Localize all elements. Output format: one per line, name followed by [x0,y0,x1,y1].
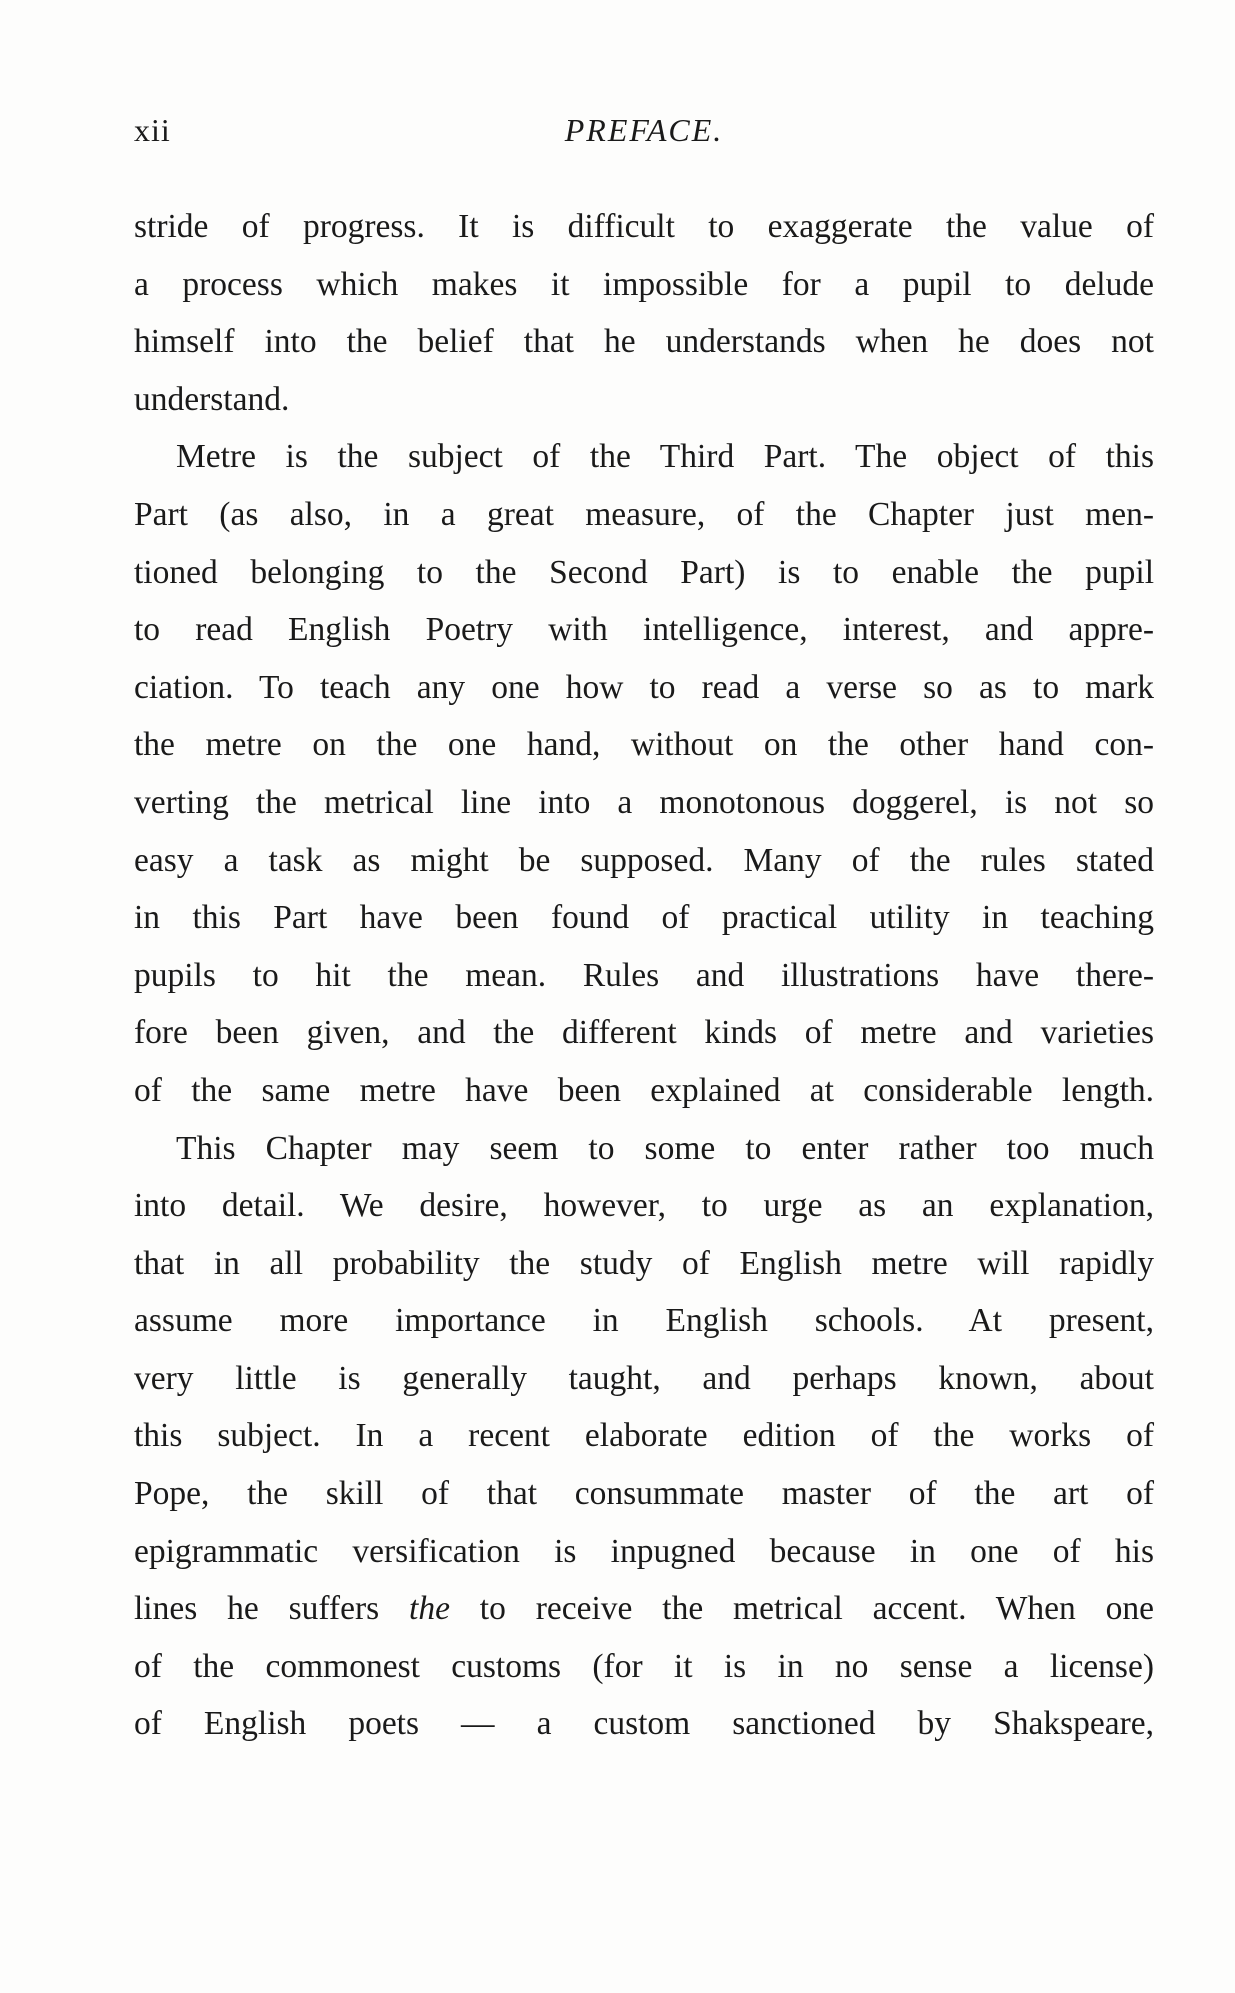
text-line: verting the metrical line into a monotonous doggerel, is not so [134,783,1154,821]
body-text [134,198,1154,1753]
page-number: xii [134,112,171,148]
text-segment: lines he suffers [134,1590,410,1628]
text-line: that in all probability the study of English metre will rapidly [134,1244,1154,1282]
text-line-with-italic [134,1580,1154,1638]
text-line: stride of progress. It is difficult to exaggerate the value of [134,208,1154,245]
text-line: tioned belonging to the Second Part) is to enable the pupil [134,553,1154,591]
text-line: to read English Poetry with intelligence, interest, and appre- [134,611,1154,649]
text-line: of the commonest customs (for it is in no sense a license) [134,1647,1154,1685]
text-segment: to receive the metrical accent. When one [449,1590,1154,1628]
text-line: himself into the belief that he understands when he does not [134,323,1154,361]
text-line: this subject. In a recent elaborate edition of the works of [134,1417,1154,1455]
text-line: pupils to hit the mean. Rules and illustrations have there- [134,956,1154,994]
text-line: into detail. We desire, however, to urge as an explanation, [134,1187,1154,1225]
text-line: of English poets — a custom sanctioned by Shakspeare, [134,1705,1154,1743]
text-line: Pope, the skill of that consummate master of the art of [134,1475,1154,1513]
text-line: This Chapter may seem to some to enter rather too much [176,1129,1154,1167]
text-line: assume more importance in English schools. At present, [134,1302,1154,1340]
paragraph-1 [134,198,1154,428]
italic-word: the [409,1590,450,1628]
page-header [134,112,1154,160]
text-line: very little is generally taught, and perhaps known, about [134,1359,1154,1397]
text-line: epigrammatic versification is inpugned because in one of his [134,1532,1154,1570]
text-line: the metre on the one hand, without on the other hand con- [134,726,1154,764]
text-line: Part (as also, in a great measure, of the Chapter just men- [134,495,1154,533]
running-title: PREFACE. [564,112,724,148]
text-line: Metre is the subject of the Third Part. The object of this [176,438,1154,476]
text-line: in this Part have been found of practical utility in teaching [134,899,1154,937]
paragraph-2 [134,428,1154,1119]
paragraph-3 [134,1120,1154,1754]
text-line: of the same metre have been explained at considerable length. [134,1071,1154,1109]
text-line: understand. [134,380,290,418]
text-line: easy a task as might be supposed. Many of the rules stated [134,841,1154,879]
text-line: ciation. To teach any one how to read a verse so as to mark [134,668,1154,706]
text-line: fore been given, and the different kinds of metre and varieties [134,1014,1154,1052]
text-line: a process which makes it impossible for a pupil to delude [134,265,1154,303]
